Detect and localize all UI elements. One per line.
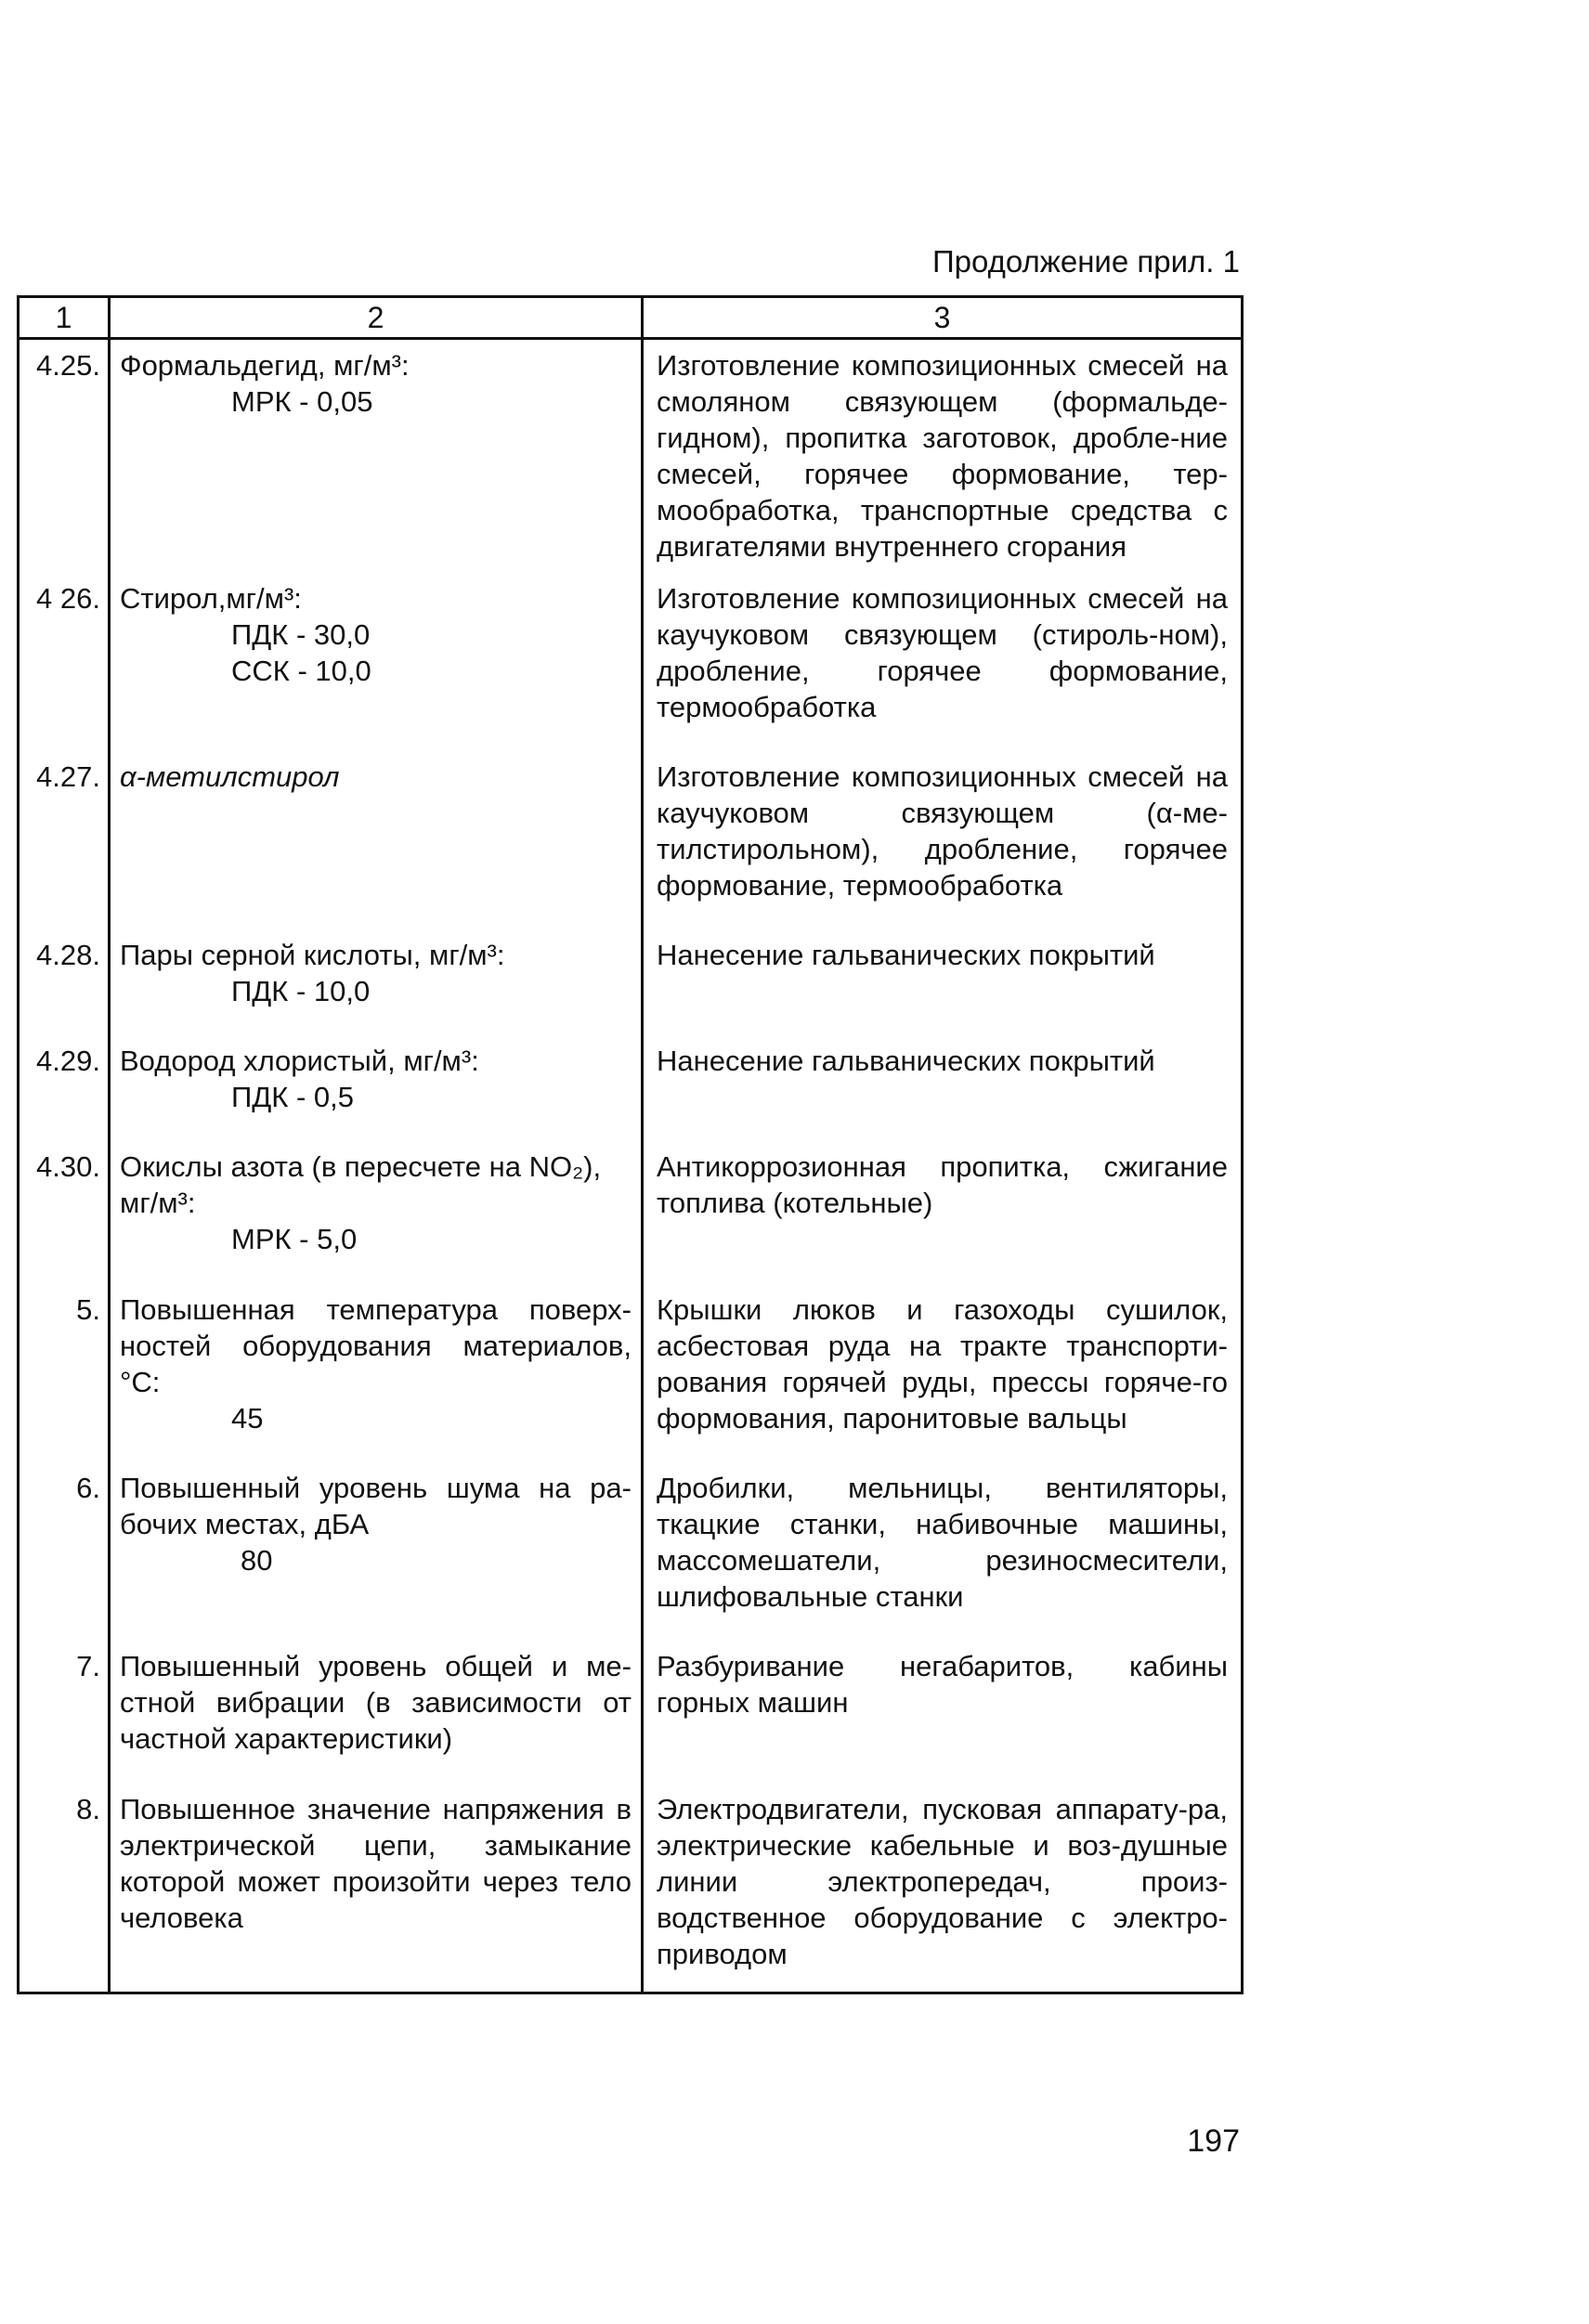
source-description: Крышки люков и газоходы сушилок, асбестовая руда на тракте транспорти-рования горячей руды, прессы горяче-го формования, паронитовые вальцы: [643, 1292, 1243, 1470]
factor-value: 45: [231, 1401, 264, 1435]
row-number: 4.30.: [19, 1149, 110, 1292]
factor-cell: [110, 1470, 643, 1648]
row-number: 7.: [19, 1648, 110, 1791]
factor-value: ПДК - 30,0: [231, 617, 371, 651]
factor-name: Окислы азота (в пересчете на NO₂), мг/м³:: [120, 1149, 602, 1219]
factor-value-2: ССК - 10,0: [231, 654, 371, 687]
factor-value: ПДК - 0,5: [231, 1080, 354, 1113]
row-number: 4.25.: [19, 339, 110, 580]
header-col-1: 1: [19, 297, 110, 339]
factor-value: 80: [241, 1543, 273, 1577]
row-number: 4.29.: [19, 1043, 110, 1149]
row-number: 8.: [19, 1791, 110, 1993]
source-description: Изготовление композиционных смесей на каучуковом связующем (стироль-ном), дробление, горячее формование, термообработка: [643, 580, 1243, 759]
factor-name: Повышенный уровень шума на ра-бочих местах, дБА: [120, 1471, 632, 1540]
factor-name: Повышенное значение напряжения в электрической цепи, замыкание которой может произойти через тело человека: [120, 1792, 632, 1934]
source-description: Нанесение гальванических покрытий: [643, 1043, 1243, 1149]
factor-value: МРК - 5,0: [231, 1222, 358, 1255]
factor-cell: [110, 1791, 643, 1993]
row-number: 4 26.: [19, 580, 110, 759]
table-row: [19, 1648, 1243, 1791]
table-row: [19, 1791, 1243, 1993]
row-number: 6.: [19, 1470, 110, 1648]
source-description: Антикоррозионная пропитка, сжигание топлива (котельные): [643, 1149, 1243, 1292]
table-row: [19, 1470, 1243, 1648]
source-description: Электродвигатели, пусковая аппарату-ра, электрические кабельные и воз-душные линии электропередач, произ-водственное оборудование с электро-приводом: [643, 1791, 1243, 1993]
source-description: Изготовление композиционных смесей на смоляном связующем (формальде-гидном), пропитка заготовок, дробле-ние смесей, горячее формование, тер-мообработка, транспортные средства с двигателями внутреннего сгорания: [643, 339, 1243, 580]
factor-name: Повышенный уровень общей и ме-стной вибрации (в зависимости от частной характеристики): [120, 1649, 632, 1755]
factor-name: α-метилстирол: [120, 760, 340, 793]
table-row: [19, 1043, 1243, 1149]
factor-name: Формальдегид, мг/м³:: [120, 349, 410, 382]
table-row: [19, 339, 1243, 580]
factor-cell: [110, 1043, 643, 1149]
factor-cell: [110, 1149, 643, 1292]
factor-cell: [110, 339, 643, 580]
factor-cell: [110, 759, 643, 937]
row-number: 5.: [19, 1292, 110, 1470]
table-row: [19, 1149, 1243, 1292]
header-row: [19, 297, 1243, 339]
table-row: [19, 937, 1243, 1043]
factor-cell: [110, 1648, 643, 1791]
table-row: [19, 580, 1243, 759]
factor-name: Водород хлористый, мг/м³:: [120, 1044, 479, 1077]
header-col-3: 3: [643, 297, 1243, 339]
hazard-table: [17, 295, 1244, 1994]
factor-name: Пары серной кислоты, мг/м³:: [120, 938, 505, 971]
factor-cell: [110, 1292, 643, 1470]
source-description: Разбуривание негабаритов, кабины горных машин: [643, 1648, 1243, 1791]
source-description: Дробилки, мельницы, вентиляторы, ткацкие станки, набивочные машины, массомешатели, резиносмесители, шлифовальные станки: [643, 1470, 1243, 1648]
factor-value: МРК - 0,05: [231, 385, 373, 418]
page-number: 197: [1187, 2123, 1240, 2159]
continuation-label: Продолжение прил. 1: [931, 244, 1240, 279]
table-row: [19, 759, 1243, 937]
factor-value: ПДК - 10,0: [231, 974, 371, 1007]
table-row: [19, 1292, 1243, 1470]
factor-cell: [110, 580, 643, 759]
factor-name: Стирол,мг/м³:: [120, 581, 302, 615]
factor-name: Повышенная температура поверх-ностей оборудования материалов, °С:: [120, 1292, 632, 1398]
row-number: 4.28.: [19, 937, 110, 1043]
source-description: Нанесение гальванических покрытий: [643, 937, 1243, 1043]
factor-cell: [110, 937, 643, 1043]
source-description: Изготовление композиционных смесей на каучуковом связующем (α-ме-тилстирольном), дробление, горячее формование, термообработка: [643, 759, 1243, 937]
row-number: 4.27.: [19, 759, 110, 937]
header-col-2: 2: [110, 297, 643, 339]
